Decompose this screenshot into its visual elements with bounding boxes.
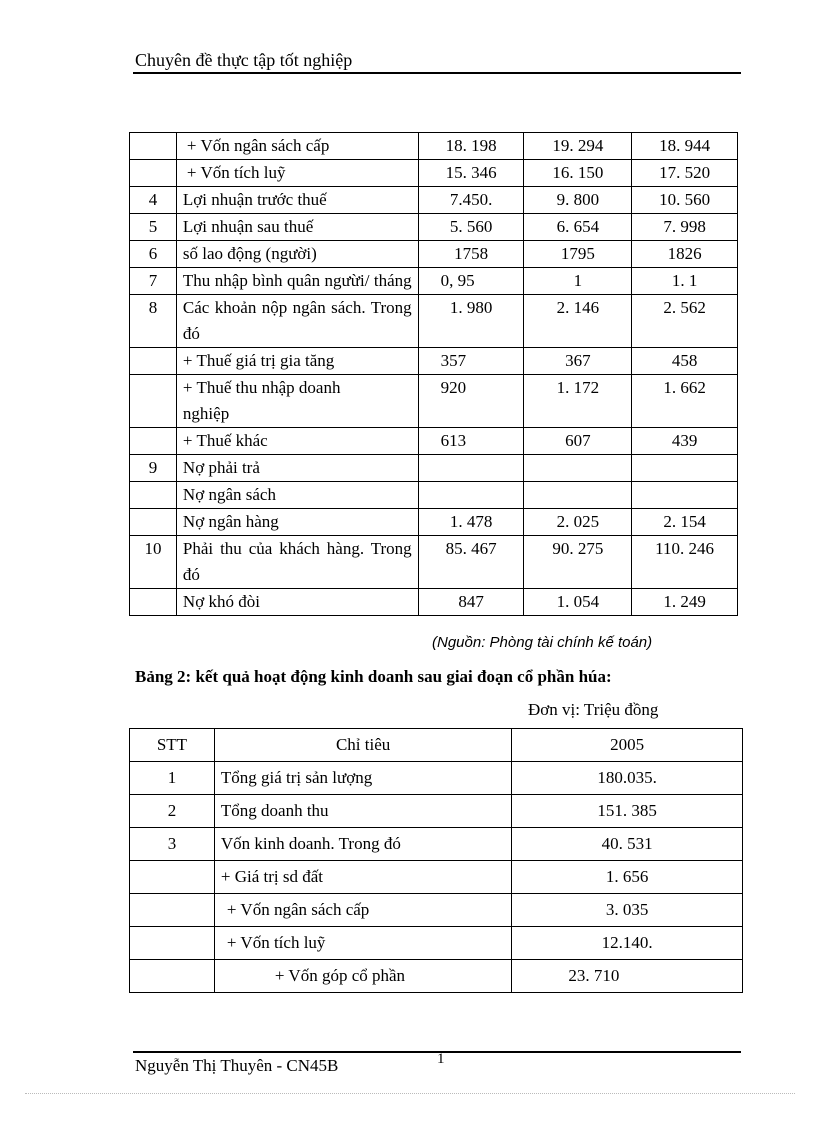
table-row [130,894,743,927]
stt-cell [130,960,215,993]
value-cell: 367 [524,348,632,375]
item-cell: Lợi nhuận sau thuế [176,214,418,241]
footer-author: Nguyễn Thị Thuyên - CN45B [135,1056,339,1075]
value-cell: 1. 1 [632,268,738,295]
item-cell: + Giá trị sd đất [214,861,511,894]
value-cell: 1. 172 [524,375,632,428]
value-cell: 12.140. [512,927,743,960]
value-cell: 180.035. [512,762,743,795]
value-cell: 0, 95 [418,268,524,295]
table2-title: Bảng 2: kết quả hoạt động kinh doanh sau giai đoạn cổ phần húa: [135,667,612,686]
item-cell: Nợ phải trả [176,455,418,482]
value-cell: 1795 [524,241,632,268]
value-cell: 1. 656 [512,861,743,894]
value-cell: 9. 800 [524,187,632,214]
value-cell: 5. 560 [418,214,524,241]
page-number: 1 [437,1051,445,1067]
value-cell: 18. 198 [418,133,524,160]
table-row [130,428,738,455]
value-cell [418,482,524,509]
stt-cell: 5 [130,214,177,241]
table-row [130,455,738,482]
value-cell: 90. 275 [524,536,632,589]
value-cell: 110. 246 [632,536,738,589]
value-cell [632,482,738,509]
table-row [130,861,743,894]
item-cell: + Vốn ngân sách cấp [214,894,511,927]
value-cell: 607 [524,428,632,455]
value-cell: 613 [418,428,524,455]
table-row [130,133,738,160]
item-cell [176,375,418,428]
column-header-item: Chỉ tiêu [214,729,511,762]
table-row [130,187,738,214]
value-cell: 7.450. [418,187,524,214]
value-cell: 1. 249 [632,589,738,616]
table-row [130,828,743,861]
value-cell: 15. 346 [418,160,524,187]
value-cell: 3. 035 [512,894,743,927]
item-text: + Thuế thu nhập doanh nghiệp [182,378,341,423]
value-cell: 458 [632,348,738,375]
value-cell: 2. 025 [524,509,632,536]
item-cell: Tổng doanh thu [214,795,511,828]
item-cell: Nợ ngân hàng [176,509,418,536]
value-cell: 1 [524,268,632,295]
value-cell [524,482,632,509]
item-cell: Phải thu của khách hàng. Trong đó [176,536,418,589]
stt-cell: 4 [130,187,177,214]
value-cell: 2. 146 [524,295,632,348]
stt-cell [130,428,177,455]
source-note: (Nguồn: Phòng tài chính kế toán) [432,634,653,651]
value-cell: 17. 520 [632,160,738,187]
value-cell [524,455,632,482]
value-cell [632,455,738,482]
value-cell: 1826 [632,241,738,268]
value-cell: 18. 944 [632,133,738,160]
table-row [130,348,738,375]
table-row [130,509,738,536]
results-table [129,728,743,993]
stt-cell [130,482,177,509]
value-cell: 847 [418,589,524,616]
value-cell: 1. 478 [418,509,524,536]
stt-cell [130,894,215,927]
value-cell: 23. 710 [512,960,743,993]
value-cell: 439 [632,428,738,455]
stt-cell: 6 [130,241,177,268]
stt-cell: 8 [130,295,177,348]
item-cell: Nợ ngân sách [176,482,418,509]
stt-cell [130,861,215,894]
financial-table-continued [129,132,738,616]
stt-cell [130,589,177,616]
page-bottom-dotted-line [25,1093,795,1094]
table-row [130,589,738,616]
column-header-year: 2005 [512,729,743,762]
value-cell: 40. 531 [512,828,743,861]
table-row [130,268,738,295]
table-row [130,482,738,509]
item-cell: Thu nhập bình quân ngưừi/ tháng [176,268,418,295]
stt-cell: 10 [130,536,177,589]
value-cell: 1. 662 [632,375,738,428]
item-cell: Các khoản nộp ngân sách. Trong đó [176,295,418,348]
table-row [130,214,738,241]
stt-cell [130,509,177,536]
item-cell: số lao động (người) [176,241,418,268]
table-header-row [130,729,743,762]
value-cell [418,455,524,482]
header-rule [133,72,741,74]
table-row [130,927,743,960]
item-cell: + Thuế khác [176,428,418,455]
item-cell: Tổng giá trị sản lượng [214,762,511,795]
item-cell: + Thuế giá trị gia tăng [176,348,418,375]
value-cell: 1. 054 [524,589,632,616]
value-cell: 85. 467 [418,536,524,589]
stt-cell [130,348,177,375]
item-cell: + Vốn ngân sách cấp [176,133,418,160]
value-cell: 2. 154 [632,509,738,536]
stt-cell: 1 [130,762,215,795]
table-row [130,536,738,589]
page-header-title: Chuyên đề thực tập tốt nghiệp [135,50,353,70]
table-row [130,762,743,795]
table-row [130,241,738,268]
item-cell: Nợ khó đòi [176,589,418,616]
column-header-stt: STT [130,729,215,762]
stt-cell [130,160,177,187]
value-cell: 1. 980 [418,295,524,348]
stt-cell: 3 [130,828,215,861]
item-cell: + Vốn tích luỹ [176,160,418,187]
value-cell: 2. 562 [632,295,738,348]
stt-cell [130,133,177,160]
stt-cell: 2 [130,795,215,828]
value-cell: 10. 560 [632,187,738,214]
table-row [130,160,738,187]
table-row [130,295,738,348]
table-row [130,375,738,428]
item-cell: Lợi nhuận trước thuế [176,187,418,214]
value-cell: 16. 150 [524,160,632,187]
item-cell: + Vốn tích luỹ [214,927,511,960]
value-cell: 920 [418,375,524,428]
table-row [130,960,743,993]
value-cell: 1758 [418,241,524,268]
item-cell: Vốn kinh doanh. Trong đó [214,828,511,861]
value-cell: 7. 998 [632,214,738,241]
value-cell: 19. 294 [524,133,632,160]
stt-cell [130,375,177,428]
item-cell: + Vốn góp cổ phần [214,960,511,993]
value-cell: 357 [418,348,524,375]
unit-note: Đơn vị: Triệu đồng [528,700,659,719]
stt-cell: 9 [130,455,177,482]
stt-cell: 7 [130,268,177,295]
value-cell: 6. 654 [524,214,632,241]
value-cell: 151. 385 [512,795,743,828]
table-row [130,795,743,828]
stt-cell [130,927,215,960]
